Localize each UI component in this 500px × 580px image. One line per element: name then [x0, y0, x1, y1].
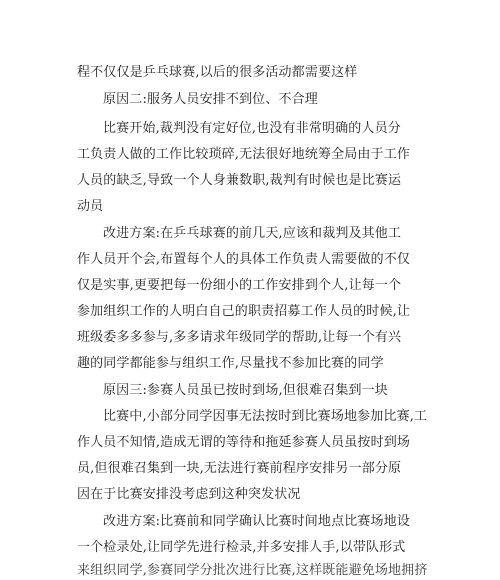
text-line-11: 班级委多多参与,多多请求年级同学的帮助,让每一个有兴: [77, 330, 402, 345]
text-line-1: 程不仅仅是乒乓球赛,以后的很多活动都需要这样: [77, 65, 358, 80]
text-line-15: 作人员不知情,造成无谓的等待和拖延参赛人员虽按时到场: [77, 435, 411, 450]
text-line-19: 一个检录处,让同学先进行检录,并多安排人手,以带队形式: [77, 540, 406, 555]
text-line-3: 比赛开始,裁判没有定好位,也没有非常明确的人员分: [103, 121, 401, 136]
text-line-8: 作人员开个会,布置每个人的具体工作负责人需要做的不仅: [77, 252, 411, 267]
text-line-17: 因在于比赛安排没考虑到这种突发状况: [77, 487, 301, 502]
text-line-4: 工负责人做的工作比较琐碎,无法很好地统筹全局由于工作: [77, 147, 411, 162]
text-line-6: 动员: [77, 199, 104, 214]
text-line-13: 原因三:参赛人员虽已按时到场,但很难召集到一块: [103, 383, 388, 398]
text-line-14: 比赛中,小部分同学因事无法按时到比赛场地参加比赛,工: [103, 409, 428, 424]
text-line-16: 员,但很难召集到一块,无法进行赛前程序安排另一部分原: [77, 461, 402, 476]
text-line-20: 来组织同学,参赛同学分批次进行比赛,这样既能避免场地拥挤: [77, 563, 428, 578]
text-line-5: 人员的缺乏,导致一个人身兼数职,裁判有时候也是比赛运: [77, 173, 402, 188]
text-line-10: 参加组织工作的人明白自己的职责招募工作人员的时候,让: [77, 304, 411, 319]
text-line-18: 改进方案:比赛前和同学确认比赛时间地点比赛场地设: [103, 514, 410, 529]
text-line-7: 改进方案:在乒乓球赛的前几天,应该和裁判及其他工: [103, 226, 402, 241]
text-line-9: 仅是实事,更要把每一份细小的工作安排到个人,让每一个: [77, 278, 402, 293]
text-line-12: 趣的同学都能参与组织工作,尽量找不参加比赛的同学: [77, 356, 384, 371]
text-line-2: 原因二:服务人员安排不到位、不合理: [103, 92, 318, 107]
